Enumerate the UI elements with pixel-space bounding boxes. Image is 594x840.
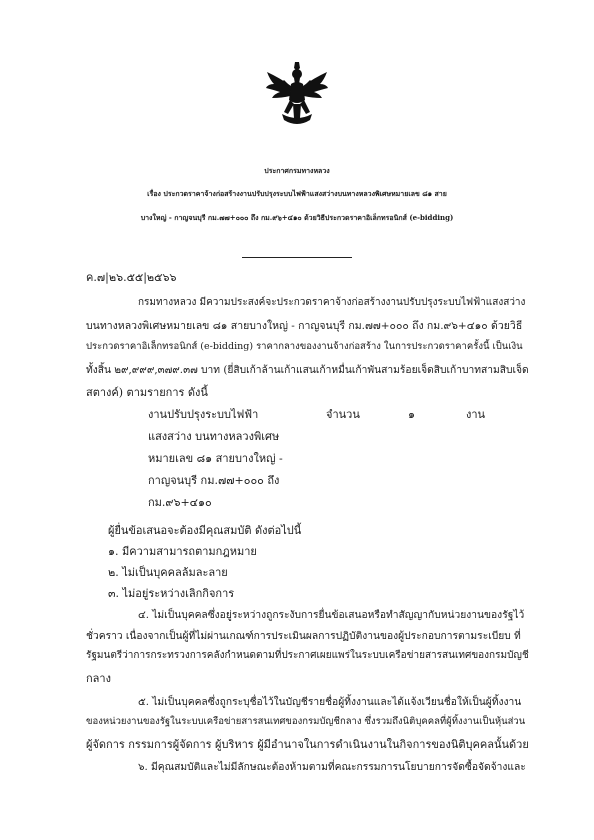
item-description-line: งานปรับปรุงระบบไฟฟ้า bbox=[148, 408, 259, 421]
item-description-line: หมายเลข ๘๑ สายบางใหญ่ - bbox=[148, 452, 283, 465]
para4-line-1: ๔. ไม่เป็นบุคคลซึ่งอยู่ระหว่างถูกระงับการยื่นข้อเสนอหรือทำสัญญากับหน่วยงานของรัฐไว้ bbox=[138, 609, 525, 621]
para5-line-3: ผู้จัดการ กรรมการผู้จัดการ ผู้บริหาร ผู้มีอำนาจในการดำเนินงานในกิจการของนิติบุคคลนั้นด้วย bbox=[86, 738, 529, 751]
intro-line-2: บนทางหลวงพิเศษหมายเลข ๘๑ สายบางใหญ่ - กาญจนบุรี กม.๗๗+๐๐๐ ถึง กม.๙๖+๔๑๐ ด้วยวิธี bbox=[86, 320, 523, 332]
subject-line-1: เรื่อง ประกวดราคาจ้างก่อสร้างงานปรับปรุงระบบไฟฟ้าแสงสว่างบนทางหลวงพิเศษหมายเลข ๘๑ สาย bbox=[147, 189, 447, 198]
qualification-item: ๑. มีความสามารถตามกฎหมาย bbox=[108, 545, 257, 558]
item-quantity: ๑ bbox=[408, 408, 415, 421]
intro-line-3: ประกวดราคาอิเล็กทรอนิกส์ (e-bidding) ราคากลางของงานจ้างก่อสร้าง ในการประกวดราคาครั้งนี้ เป็นเงิน bbox=[86, 341, 523, 352]
intro-line-5: สตางค์) ตามรายการ ดังนี้ bbox=[86, 386, 208, 399]
subject-line-2: บางใหญ่ - กาญจนบุรี กม.๗๗+๐๐๐ ถึง กม.๙๖+๔๑๐ ด้วยวิธีประกวดราคาอิเล็กทรอนิกส์ (e-bidding) bbox=[140, 213, 454, 222]
intro-line-4: ทั้งสิ้น ๒๙,๙๙๙,๓๗๙.๓๗ บาท (ยี่สิบเก้าล้านเก้าแสนเก้าหมื่นเก้าพันสามร้อยเจ็ดสิบเก้าบาทสามสิบเจ็ด bbox=[86, 364, 529, 376]
item-quantity-label: จำนวน bbox=[326, 408, 360, 421]
para6-line-1: ๖. มีคุณสมบัติและไม่มีลักษณะต้องห้ามตามที่คณะกรรมการนโยบายการจัดซื้อจัดจ้างและ bbox=[138, 761, 526, 773]
garuda-emblem-icon bbox=[264, 60, 330, 128]
item-description-line: กม.๙๖+๔๑๐ bbox=[148, 496, 212, 509]
para4-line-2: ชั่วคราว เนื่องจากเป็นผู้ที่ไม่ผ่านเกณฑ์การประเมินผลการปฏิบัติงานของผู้ประกอบการตามระเบียบ ที่ bbox=[86, 630, 521, 642]
qualification-item: ๒. ไม่เป็นบุคคลล้มละลาย bbox=[108, 566, 228, 579]
reference-number: ค.๗|๒๖.๕๕|๒๕๖๖ bbox=[86, 271, 177, 284]
para4-line-4: กลาง bbox=[86, 672, 111, 685]
para5-line-1: ๕. ไม่เป็นบุคคลซึ่งถูกระบุชื่อไว้ในบัญชีรายชื่อผู้ทิ้งงานและได้แจ้งเวียนชื่อให้เป็นผู้ทิ้งงาน bbox=[138, 696, 522, 708]
item-description-line: กาญจนบุรี กม.๗๗+๐๐๐ ถึง bbox=[148, 474, 280, 487]
document-title: ประกาศกรมทางหลวง bbox=[264, 166, 330, 175]
title-divider bbox=[242, 257, 352, 258]
para4-line-3: รัฐมนตรีว่าการกระทรวงการคลังกำหนดตามที่ประกาศเผยแพร่ในระบบเครือข่ายสารสนเทศของกรมบัญชี bbox=[86, 650, 529, 661]
item-description-line: แสงสว่าง บนทางหลวงพิเศษ bbox=[148, 430, 280, 443]
qualifications-heading: ผู้ยื่นข้อเสนอจะต้องมีคุณสมบัติ ดังต่อไปนี้ bbox=[108, 524, 302, 537]
para5-line-2: ของหน่วยงานของรัฐในระบบเครือข่ายสารสนเทศของกรมบัญชีกลาง ซึ่งรวมถึงนิติบุคคลที่ผู้ทิ้งงานเป็นหุ้นส่วน bbox=[86, 716, 526, 727]
intro-line-1: กรมทางหลวง มีความประสงค์จะประกวดราคาจ้างก่อสร้างงานปรับปรุงระบบไฟฟ้าแสงสว่าง bbox=[138, 297, 526, 308]
qualification-item: ๓. ไม่อยู่ระหว่างเลิกกิจการ bbox=[108, 587, 235, 600]
item-unit: งาน bbox=[466, 408, 486, 421]
